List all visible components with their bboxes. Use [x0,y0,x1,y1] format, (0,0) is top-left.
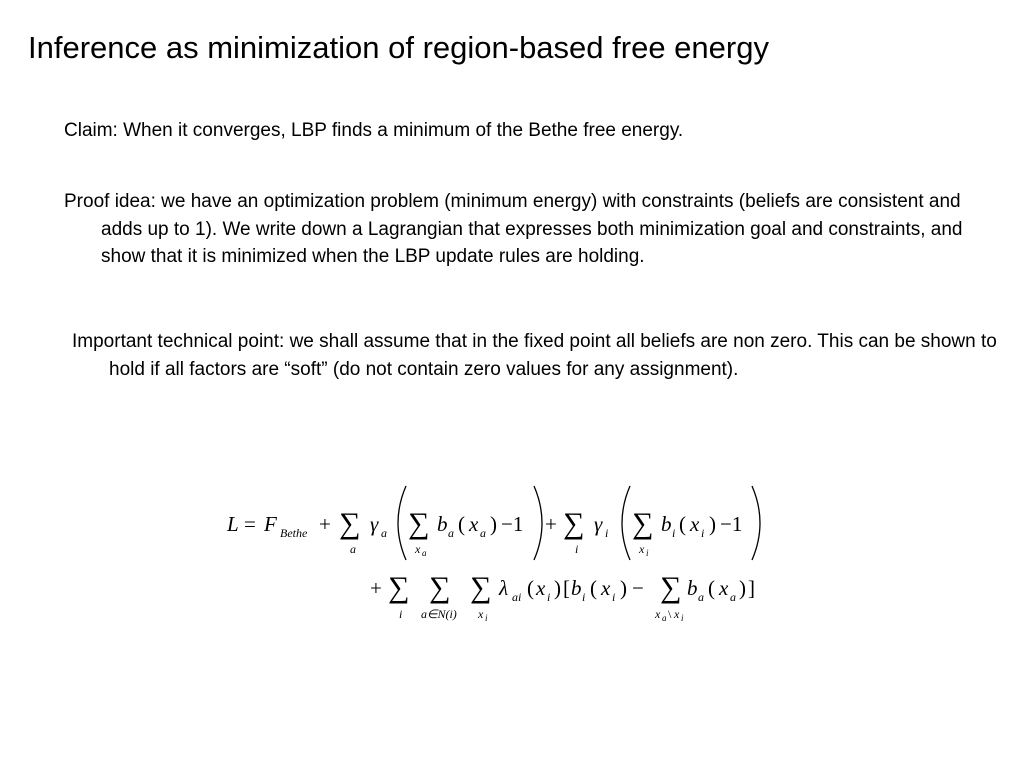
eq-sum-i-sub: i [575,542,579,556]
eq2-sum-xi: ∑ [470,571,492,604]
eq2-sum-a: ∑ [429,571,451,604]
eq-x-i: x [690,512,700,536]
eq2-sum-xa-sub-sep: \ [668,607,672,621]
eq2-minus: − [632,576,644,600]
eq2-paren-close-2: ) [620,576,627,600]
eq2-sum-i: ∑ [388,571,410,604]
eq2-x-a: x [719,576,729,600]
claim-paragraph: Claim: When it converges, LBP finds a minimum of the Bethe free energy. [64,120,684,141]
eq2-b-i: b [571,576,582,600]
eq2-lambda-sub: ai [512,590,522,604]
eq2-x-a-sub: a [730,590,736,604]
eq-paren-close-2: ) [709,512,716,536]
eq2-sum-xa-sub-x: x [655,607,661,621]
eq-sum-i: ∑ [563,507,585,540]
technical-point-paragraph: Important technical point: we shall assume that in the fixed point all beliefs are non zero. This can be shown to hold if all factors are “soft” (do not contain zero values for any assignment). [72,331,997,380]
eq-plus-1: + [319,512,331,536]
eq-x-a-sub: a [480,526,486,540]
eq-paren-open-1: ( [458,512,465,536]
eq2-sum-i-sub: i [399,607,403,621]
eq2-sum-xa-sub-x2: x [674,607,680,621]
eq-b-a-sub: a [448,526,454,540]
proof-idea-paragraph: Proof idea: we have an optimization problem (minimum energy) with constraints (beliefs are consistent and adds up to 1). We write down a Lagrangian that expresses both minimization goal and constraints, and show that it is minimized when the LBP update rules are holding. [64,191,963,267]
eq-gamma-a-sub: a [381,526,387,540]
eq2-b-i-sub: i [582,590,586,604]
eq-inner-sum-xi: ∑ [632,507,654,540]
eq-x-i-sub: i [701,526,705,540]
eq2-sum-xa-sub-i: i [681,613,684,623]
eq2-sum-xa: ∑ [660,571,682,604]
eq-F-sub: Bethe [280,526,308,540]
eq-b-a: b [437,512,448,536]
eq-equals: = [244,512,256,536]
eq2-bracket-close: ] [748,576,755,600]
eq-plus-2: + [545,512,557,536]
eq-minus-one-2: −1 [720,512,743,536]
eq2-paren-open-2: ( [590,576,597,600]
eq-minus-one-1: −1 [501,512,524,536]
eq-sum-a-sub: a [350,542,356,556]
eq2-b-a: b [687,576,698,600]
eq-inner-sum-xa-sub: x [415,542,421,556]
eq2-paren-open-3: ( [708,576,715,600]
eq2-sum-xa-sub-a: a [662,613,667,623]
lagrangian-equation [200,478,800,648]
eq-big-paren-left-1 [398,486,406,560]
eq2-x-i-2: x [601,576,611,600]
eq2-x-i-2-sub: i [612,590,616,604]
eq-gamma-i: γ [594,512,603,536]
eq-x-a: x [469,512,479,536]
eq2-x-i-sub: i [547,590,551,604]
eq2-lambda: λ [499,576,509,600]
eq-inner-sum-xa: ∑ [408,507,430,540]
eq-lhs-L: L [227,512,239,536]
eq-paren-open-2: ( [679,512,686,536]
eq-inner-sum-xa-subsub: a [422,548,427,558]
eq-b-i-sub: i [672,526,676,540]
eq2-sum-xi-sub: x [478,607,484,621]
eq-gamma-i-sub: i [605,526,609,540]
eq-big-paren-right-2 [752,486,760,560]
eq-gamma-a: γ [370,512,379,536]
eq2-x-i: x [536,576,546,600]
equation-svg [200,478,800,648]
eq2-sum-a-sub: a∈N(i) [421,607,457,621]
eq-b-i: b [661,512,672,536]
eq-paren-close-1: ) [490,512,497,536]
eq-sum-a: ∑ [339,507,361,540]
eq-F: F [264,512,277,536]
eq2-paren-close-3: ) [739,576,746,600]
eq2-sum-xi-subsub: i [485,613,488,623]
eq-big-paren-right-1 [534,486,542,560]
eq2-paren-open-1: ( [527,576,534,600]
eq-big-paren-left-2 [622,486,630,560]
eq2-bracket-open: [ [563,576,570,600]
slide-title: Inference as minimization of region-based free energy [28,30,769,65]
eq-inner-sum-xi-subsub: i [646,548,649,558]
eq2-plus: + [370,576,382,600]
eq2-paren-close-1: ) [554,576,561,600]
eq-inner-sum-xi-sub: x [639,542,645,556]
eq2-b-a-sub: a [698,590,704,604]
